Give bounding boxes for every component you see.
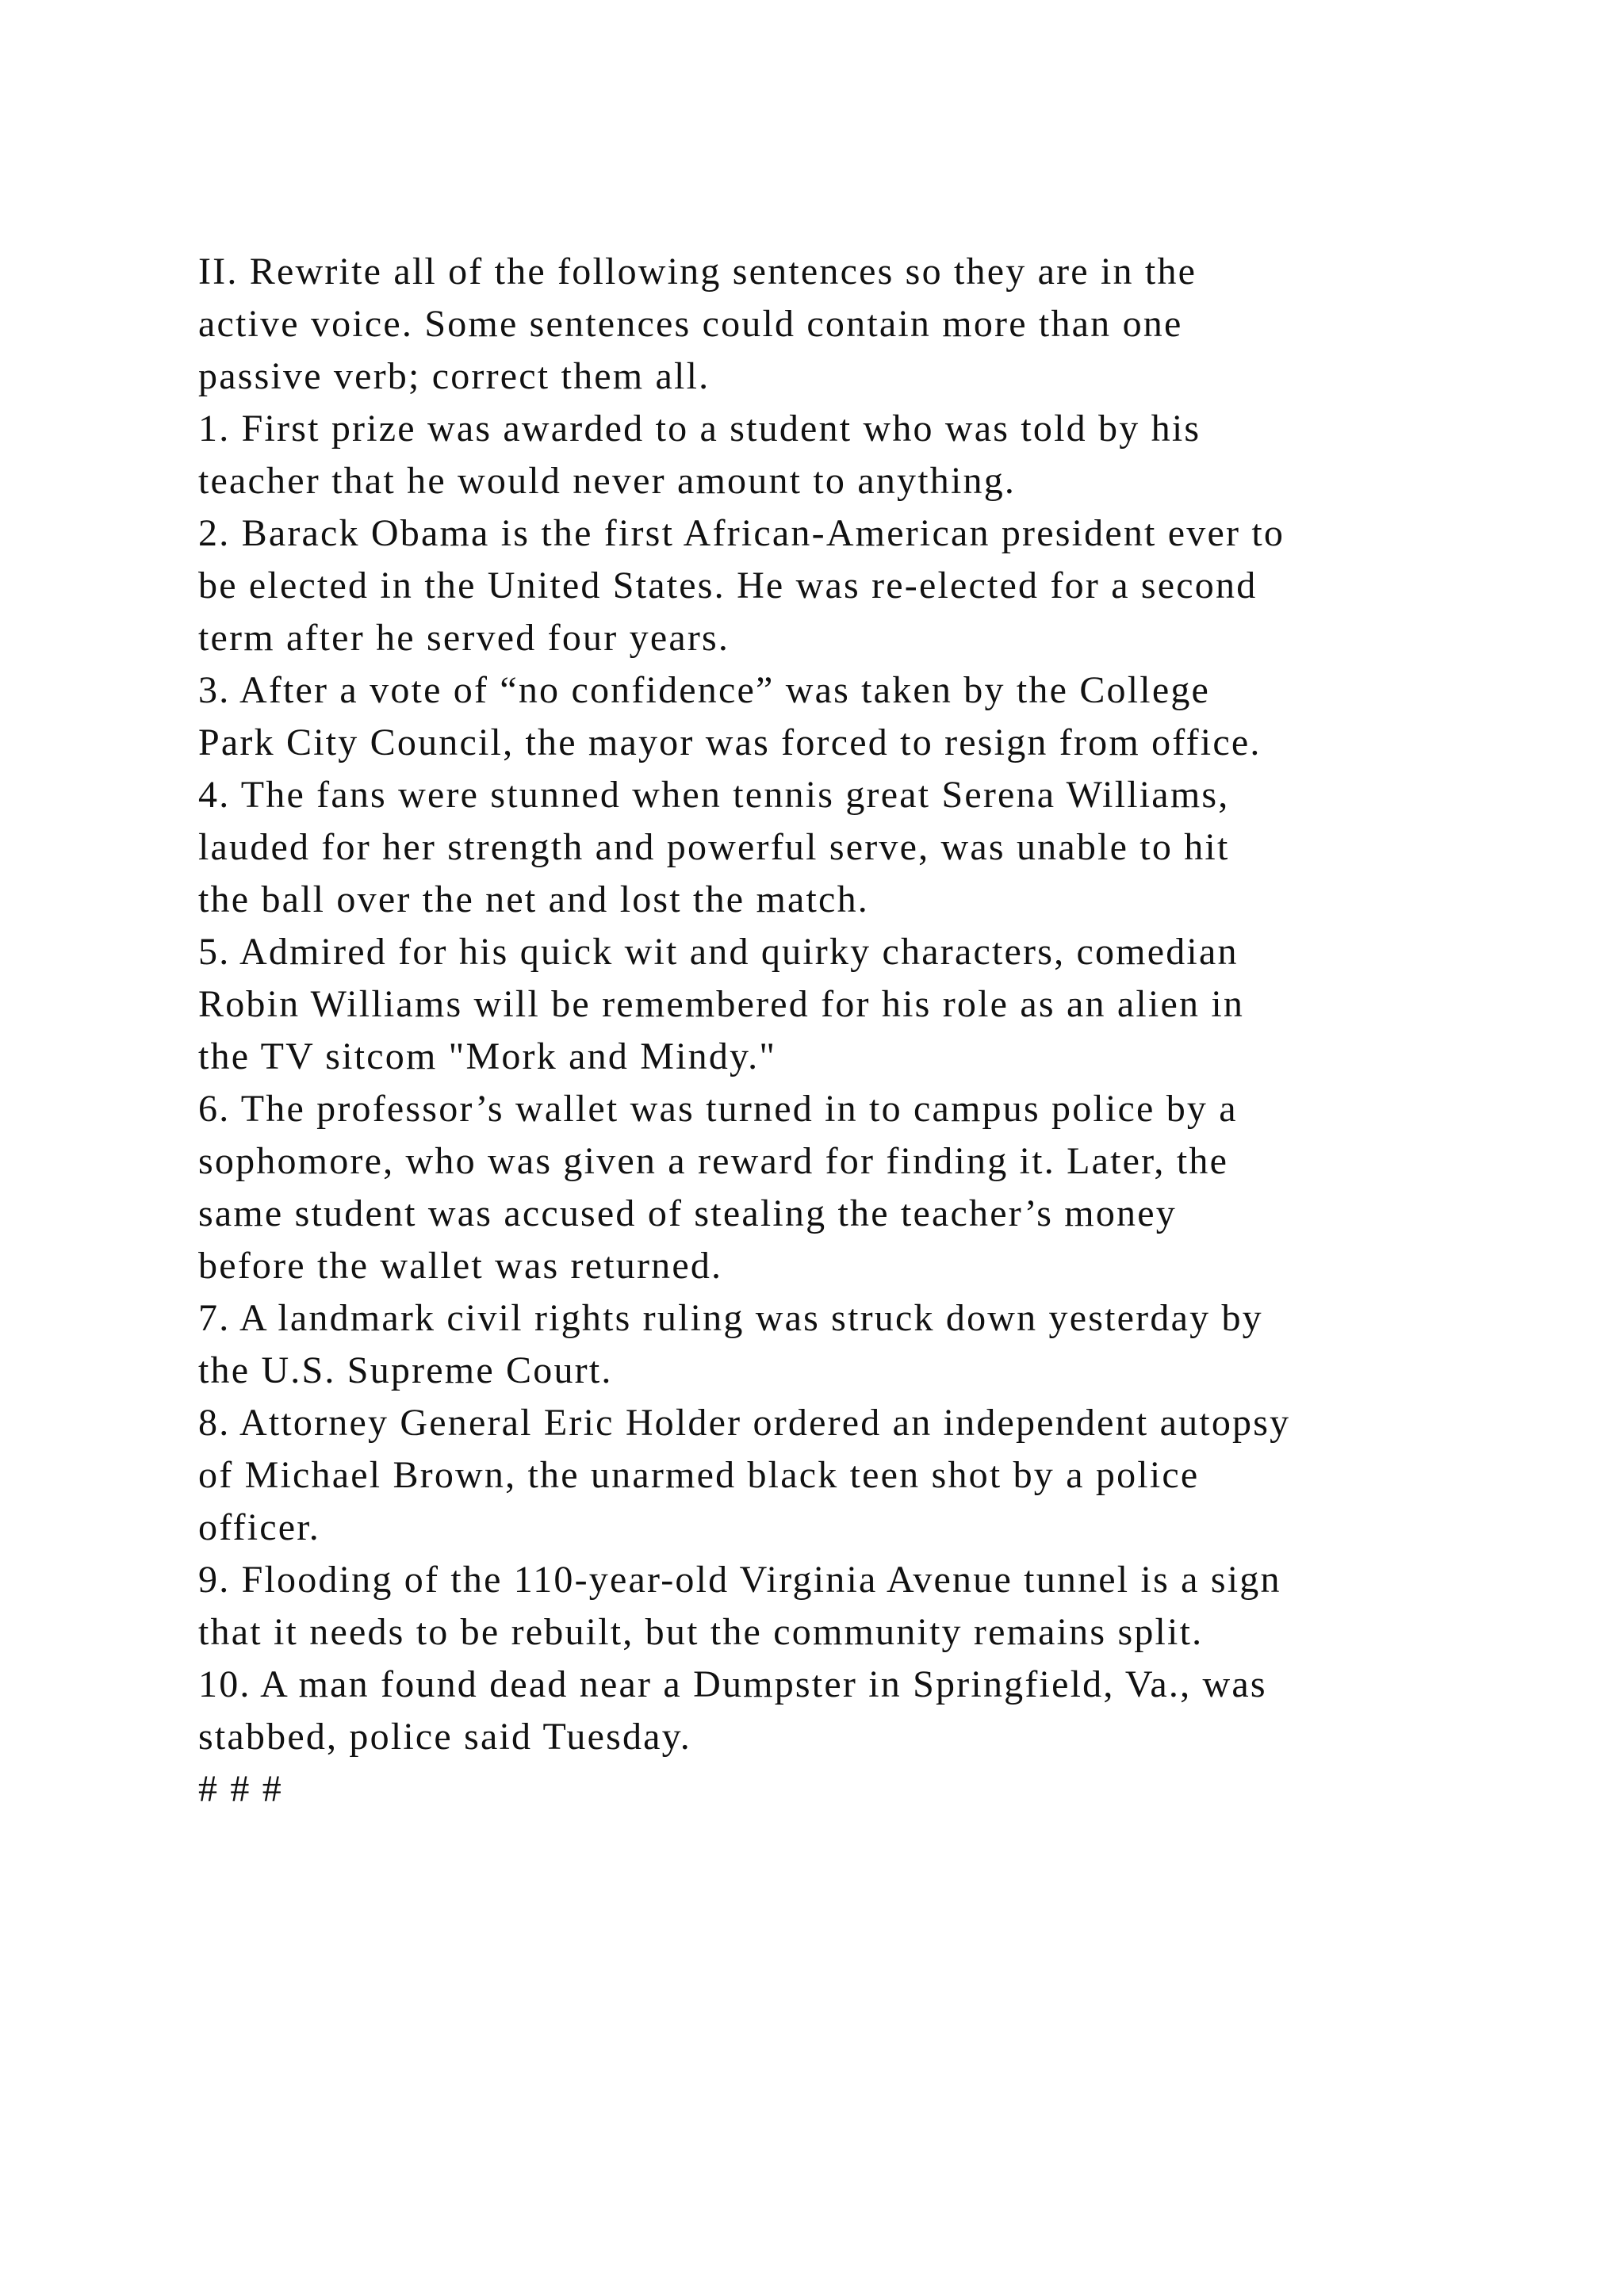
instructions-line-1: II. Rewrite all of the following sentences so they are in the	[198, 251, 1197, 293]
item-9-line-2: that it needs to be rebuilt, but the community remains split.	[198, 1611, 1204, 1653]
instructions-line-2: active voice. Some sentences could contain more than one	[198, 303, 1183, 345]
end-marker: # # #	[198, 1768, 283, 1810]
item-5-line-2: Robin Williams will be remembered for his role as an alien in	[198, 983, 1245, 1025]
item-7-line-2: the U.S. Supreme Court.	[198, 1349, 613, 1391]
item-6-line-3: same student was accused of stealing the teacher’s money	[198, 1192, 1177, 1234]
item-6-line-2: sophomore, who was given a reward for finding it. Later, the	[198, 1140, 1229, 1182]
item-4-line-1: 4. The fans were stunned when tennis great Serena Williams,	[198, 774, 1230, 816]
item-6-line-4: before the wallet was returned.	[198, 1245, 723, 1287]
item-1-line-2: teacher that he would never amount to anything.	[198, 460, 1017, 502]
item-1-line-1: 1. First prize was awarded to a student who was told by his	[198, 408, 1201, 450]
item-8-line-2: of Michael Brown, the unarmed black teen shot by a police	[198, 1454, 1200, 1496]
item-4-line-3: the ball over the net and lost the match.	[198, 878, 869, 920]
item-3-line-1: 3. After a vote of “no confidence” was taken by the College	[198, 669, 1211, 711]
item-2-line-1: 2. Barack Obama is the first African-American president ever to	[198, 512, 1285, 554]
item-8-line-3: officer.	[198, 1506, 320, 1548]
item-3-line-2: Park City Council, the mayor was forced to resign from office.	[198, 721, 1262, 763]
item-2-line-3: term after he served four years.	[198, 617, 730, 659]
item-9-line-1: 9. Flooding of the 110-year-old Virginia Avenue tunnel is a sign	[198, 1559, 1281, 1601]
item-2-line-2: be elected in the United States. He was re-elected for a second	[198, 564, 1258, 607]
item-5-line-3: the TV sitcom "Mork and Mindy."	[198, 1035, 777, 1077]
document-text	[198, 246, 1515, 1816]
item-10-line-2: stabbed, police said Tuesday.	[198, 1716, 691, 1758]
item-4-line-2: lauded for her strength and powerful serve, was unable to hit	[198, 826, 1230, 868]
item-5-line-1: 5. Admired for his quick wit and quirky characters, comedian	[198, 931, 1239, 973]
instructions-line-3: passive verb; correct them all.	[198, 355, 710, 397]
item-7-line-1: 7. A landmark civil rights ruling was struck down yesterday by	[198, 1297, 1263, 1339]
item-6-line-1: 6. The professor’s wallet was turned in to campus police by a	[198, 1088, 1238, 1130]
item-10-line-1: 10. A man found dead near a Dumpster in Springfield, Va., was	[198, 1663, 1267, 1705]
item-8-line-1: 8. Attorney General Eric Holder ordered an independent autopsy	[198, 1402, 1291, 1444]
